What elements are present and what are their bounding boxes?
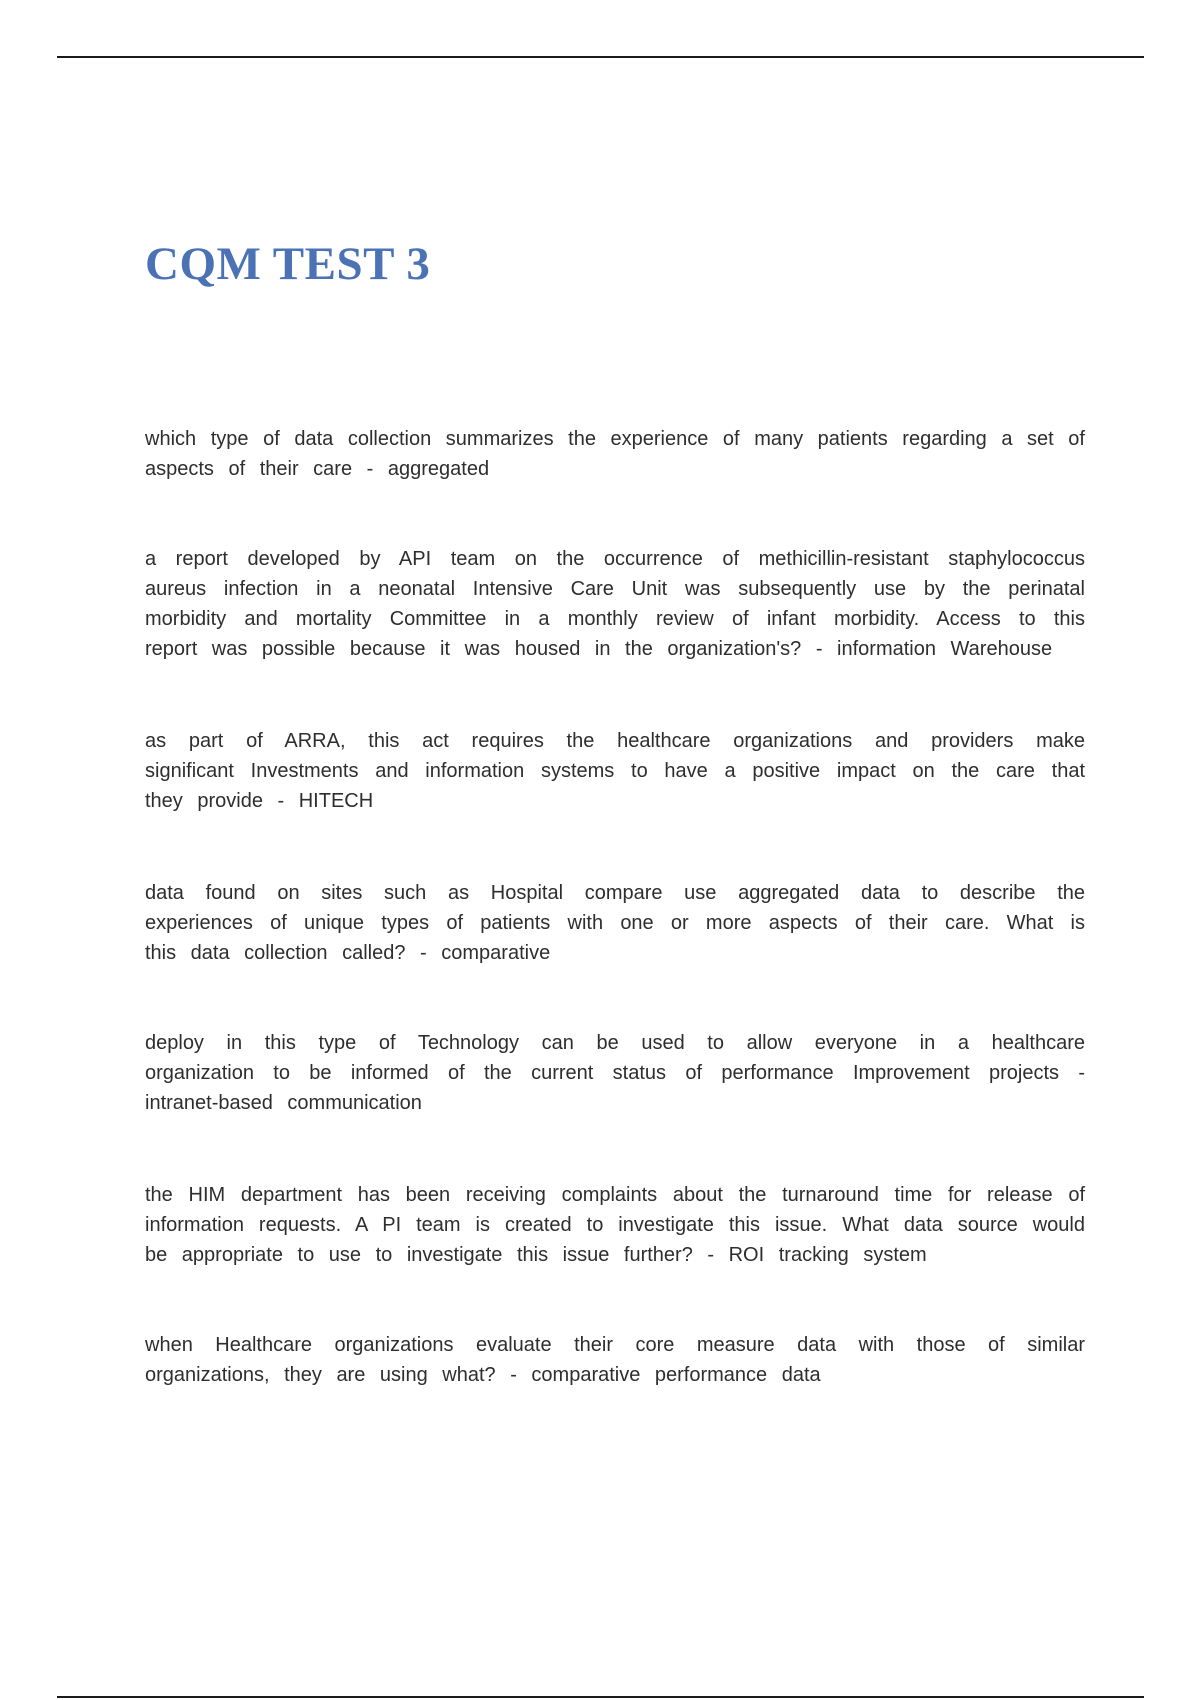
header-rule — [57, 56, 1144, 58]
question-item: as part of ARRA, this act requires the healthcare organizations and providers make significant Investments and information systems to have a positive impact on the care that they provide - HITECH — [145, 730, 1085, 812]
question-item: which type of data collection summarizes the experience of many patients regarding a set of aspects of their care - aggregated — [145, 428, 1085, 480]
footer-rule — [57, 1696, 1144, 1698]
question-item: a report developed by API team on the occurrence of methicillin-resistant staphylococcus aureus infection in a neonatal Intensive Care Unit was subsequently use by the perinatal morbidity and mortality Committee in a monthly review of infant morbidity. Access to this report was possible because it was housed in the organization's? - information Warehouse — [145, 548, 1085, 660]
question-list — [145, 424, 1085, 1390]
question-item: the HIM department has been receiving complaints about the turnaround time for release of information requests. A PI team is created to investigate this issue. What data source would be appropriate to use to investigate this issue further? - ROI tracking system — [145, 1184, 1085, 1266]
question-item: data found on sites such as Hospital compare use aggregated data to describe the experiences of unique types of patients with one or more aspects of their care. What is this data collection called? - comparative — [145, 882, 1085, 964]
document-title: CQM TEST 3 — [145, 238, 431, 290]
question-item: deploy in this type of Technology can be used to allow everyone in a healthcare organization to be informed of the current status of performance Improvement projects - intranet-based communication — [145, 1032, 1085, 1114]
question-item: when Healthcare organizations evaluate their core measure data with those of similar organizations, they are using what? - comparative performance data — [145, 1334, 1085, 1386]
